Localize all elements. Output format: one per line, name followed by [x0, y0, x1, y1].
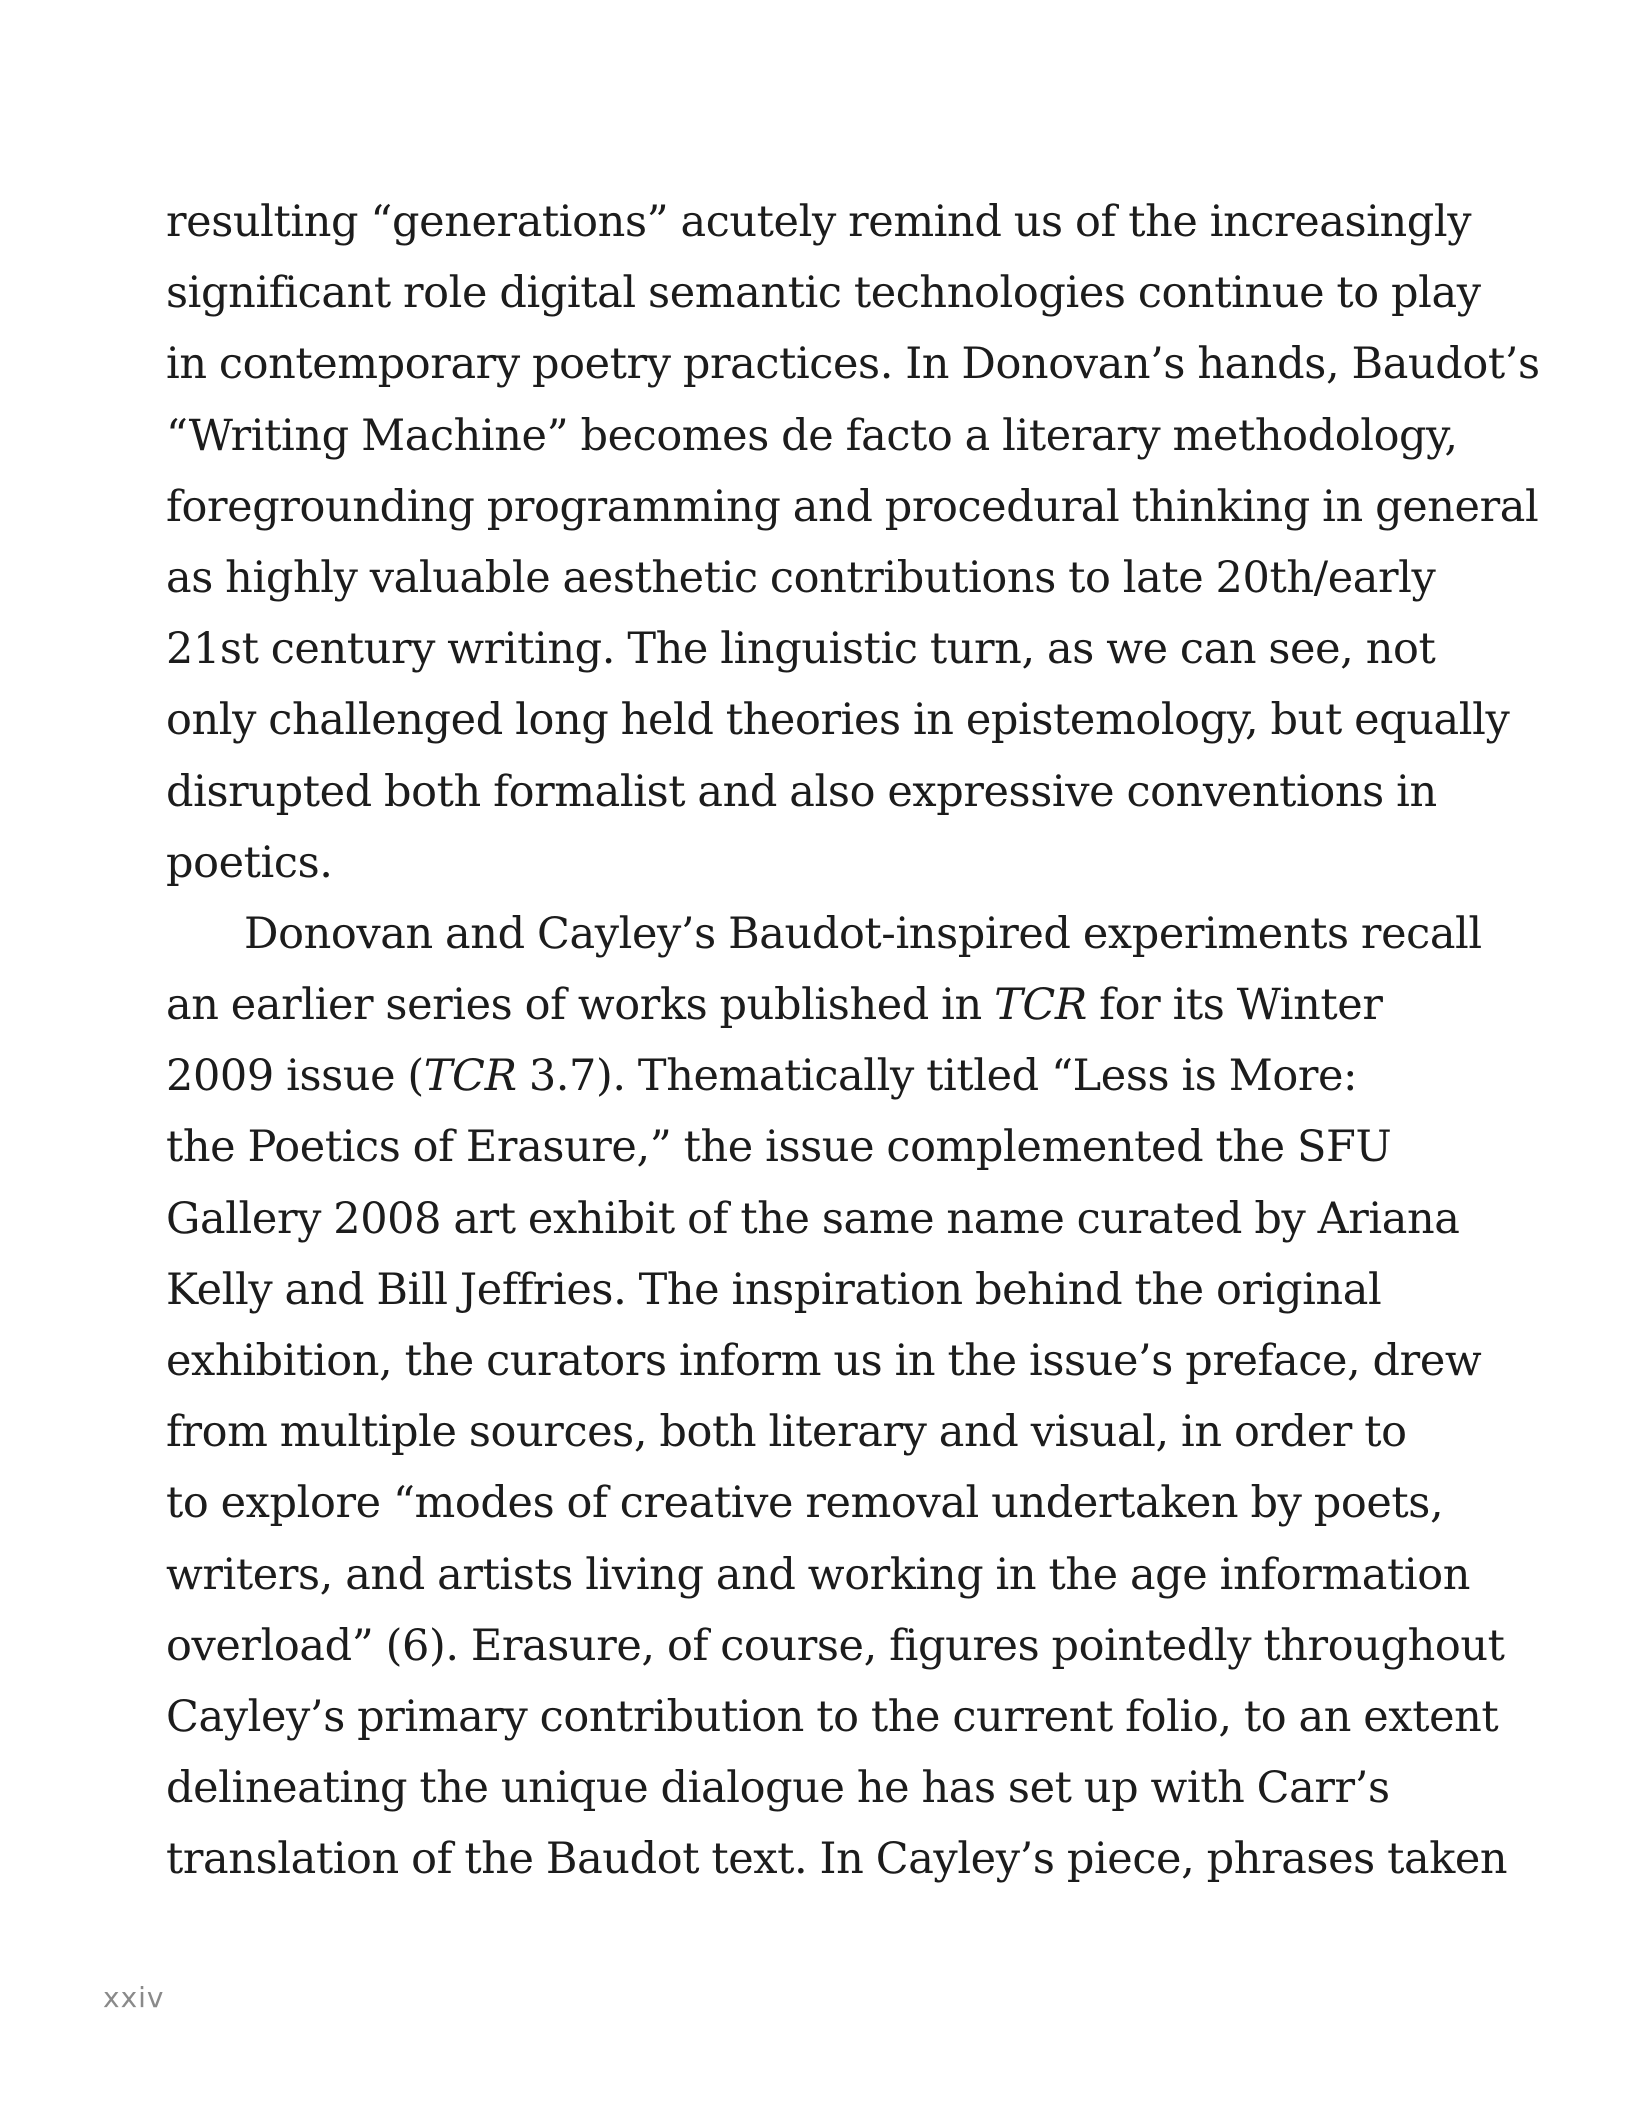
text-line: overload” (6). Erasure, of course, figures pointedly throughout [166, 1620, 1505, 1671]
text-run: for its Winter [1086, 980, 1383, 1031]
text-line: exhibition, the curators inform us in the issue’s preface, drew [166, 1336, 1482, 1386]
text-line: from multiple sources, both literary and visual, in order to [166, 1407, 1407, 1458]
text-run: an earlier series of works published in [166, 980, 995, 1031]
text-line: 21st century writing. The linguistic turn, as we can see, not [166, 624, 1436, 675]
text-line: Gallery 2008 art exhibit of the same name curated by Ariana [166, 1193, 1460, 1244]
text-line [166, 970, 1506, 1041]
text-line: disrupted both formalist and also expressive conventions in [166, 766, 1437, 817]
text-line: writers, and artists living and working in the age information [166, 1549, 1471, 1600]
page-number: xxiv [103, 1981, 165, 2014]
text-line: to explore “modes of creative removal undertaken by poets, [166, 1478, 1444, 1529]
text-line: in contemporary poetry practices. In Donovan’s hands, Baudot’s [166, 339, 1540, 390]
paragraph-first-line: Donovan and Cayley’s Baudot-inspired experiments recall [244, 908, 1482, 959]
text-line: significant role digital semantic technologies continue to play [166, 268, 1481, 319]
text-line: Cayley’s primary contribution to the current folio, to an extent [166, 1691, 1499, 1742]
text-line: resulting “generations” acutely remind us of the increasingly [166, 197, 1472, 247]
text-line: translation of the Baudot text. In Cayley’s piece, phrases taken [166, 1834, 1508, 1885]
text-line: only challenged long held theories in epistemology, but equally [166, 695, 1510, 746]
text-run: 2009 issue ( [166, 1051, 424, 1102]
text-line: poetics. [166, 837, 333, 888]
text-line: delineating the unique dialogue he has set up with Carr’s [166, 1763, 1390, 1814]
italic-title: TCR [994, 980, 1087, 1031]
text-run: 3.7). Thematically titled “Less is More: [516, 1051, 1358, 1102]
text-line: the Poetics of Erasure,” the issue complemented the SFU [166, 1122, 1392, 1173]
body-text [166, 187, 1540, 1896]
text-line: Kelly and Bill Jeffries. The inspiration behind the original [166, 1264, 1382, 1315]
text-line: foregrounding programming and procedural thinking in general [166, 481, 1539, 532]
text-line: as highly valuable aesthetic contributions to late 20th/early [166, 552, 1436, 603]
text-line [166, 1041, 1506, 1112]
italic-title: TCR [423, 1051, 517, 1102]
text-line: “Writing Machine” becomes de facto a literary methodology, [166, 410, 1458, 461]
